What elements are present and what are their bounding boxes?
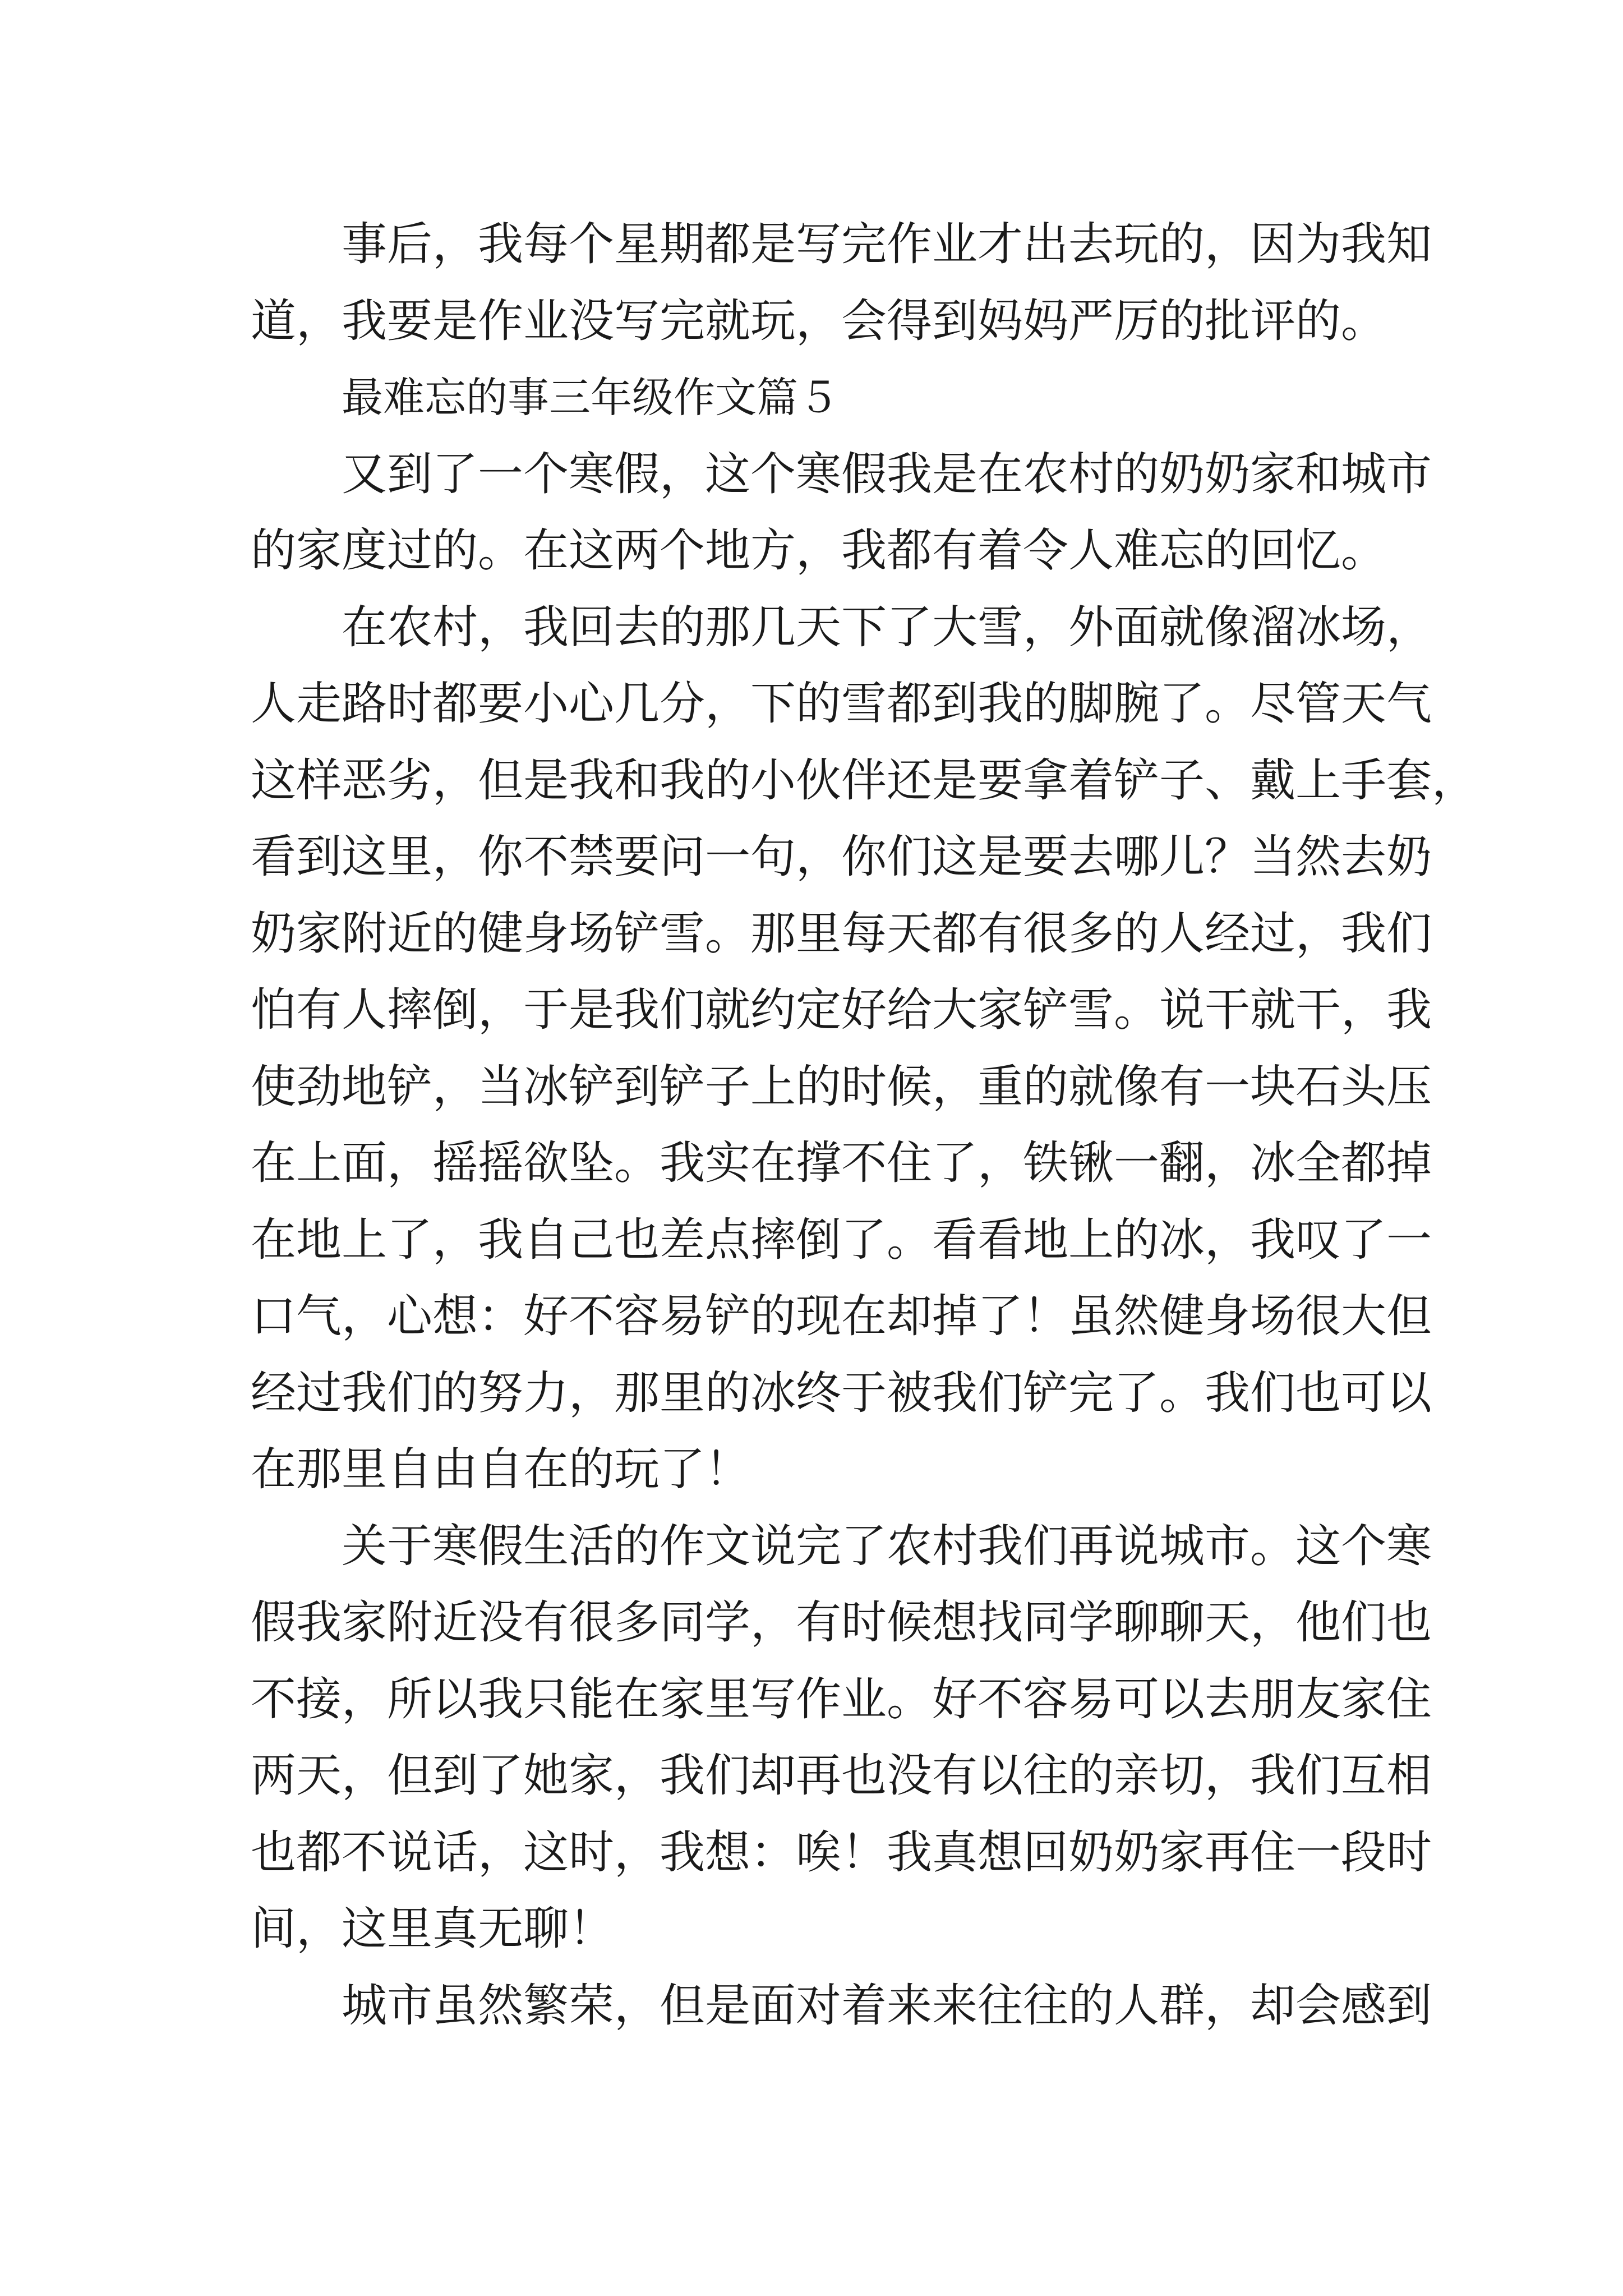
paragraph-3 (251, 590, 1478, 1508)
text-line: 看到这里，你不禁要问一句，你们这是要去哪儿？当然去奶 (251, 831, 1432, 884)
text-line: 又到了一个寒假，这个寒假我是在农村的奶奶家和城市 (342, 448, 1432, 501)
text-line: 在那里自由自在的玩了！ (251, 1443, 751, 1496)
text-line: 的家度过的。在这两个地方，我都有着令人难忘的回忆。 (251, 524, 1387, 577)
article-heading (251, 360, 1384, 436)
document-body (251, 206, 1478, 2044)
text-line: 在农村，我回去的那几天下了大雪，外面就像溜冰场， (342, 601, 1432, 654)
text-line: 关于寒假生活的作文说完了农村我们再说城市。这个寒 (342, 1520, 1432, 1573)
text-line: 不接，所以我只能在家里写作业。好不容易可以去朋友家住 (251, 1673, 1432, 1726)
text-line: 经过我们的努力，那里的冰终于被我们铲完了。我们也可以 (251, 1366, 1432, 1420)
paragraph-1 (251, 206, 1432, 360)
text-line: 在地上了，我自己也差点摔倒了。看看地上的冰，我叹了一 (251, 1213, 1432, 1267)
text-line: 也都不说话，这时，我想：唉！我真想回奶奶家再住一段时 (251, 1826, 1432, 1879)
paragraph-2 (251, 436, 1432, 590)
text-line: 事后，我每个星期都是写完作业才出去玩的，因为我知 (342, 218, 1432, 271)
text-line: 口气，心想：好不容易铲的现在却掉了！虽然健身场很大但 (251, 1290, 1432, 1343)
text-line: 在上面，摇摇欲坠。我实在撑不住了，铁锹一翻，冰全都掉 (251, 1137, 1432, 1190)
text-line: 这样恶劣，但是我和我的小伙伴还是要拿着铲子、戴上手套， (251, 754, 1478, 807)
text-line: 假我家附近没有很多同学，有时候想找同学聊聊天，他们也 (251, 1596, 1432, 1649)
text-line: 奶家附近的健身场铲雪。那里每天都有很多的人经过，我们 (251, 907, 1432, 960)
text-line: 使劲地铲，当冰铲到铲子上的时候，重的就像有一块石头压 (251, 1060, 1432, 1114)
text-line: 怕有人摔倒，于是我们就约定好给大家铲雪。说干就干，我 (251, 984, 1432, 1037)
paragraph-5 (251, 1968, 1432, 2045)
text-line: 间，这里真无聊！ (251, 1903, 615, 1955)
paragraph-4 (251, 1508, 1432, 1968)
text-line: 道，我要是作业没写完就玩，会得到妈妈严厉的批评的。 (251, 295, 1387, 348)
text-line: 两天，但到了她家，我们却再也没有以往的亲切，我们互相 (251, 1750, 1432, 1802)
heading-text: 最难忘的事三年级作文篇５ (342, 374, 840, 422)
text-line: 城市虽然繁荣，但是面对着来来往往的人群，却会感到 (342, 1979, 1432, 2032)
text-line: 人走路时都要小心几分，下的雪都到我的脚腕了。尽管天气 (251, 678, 1432, 730)
